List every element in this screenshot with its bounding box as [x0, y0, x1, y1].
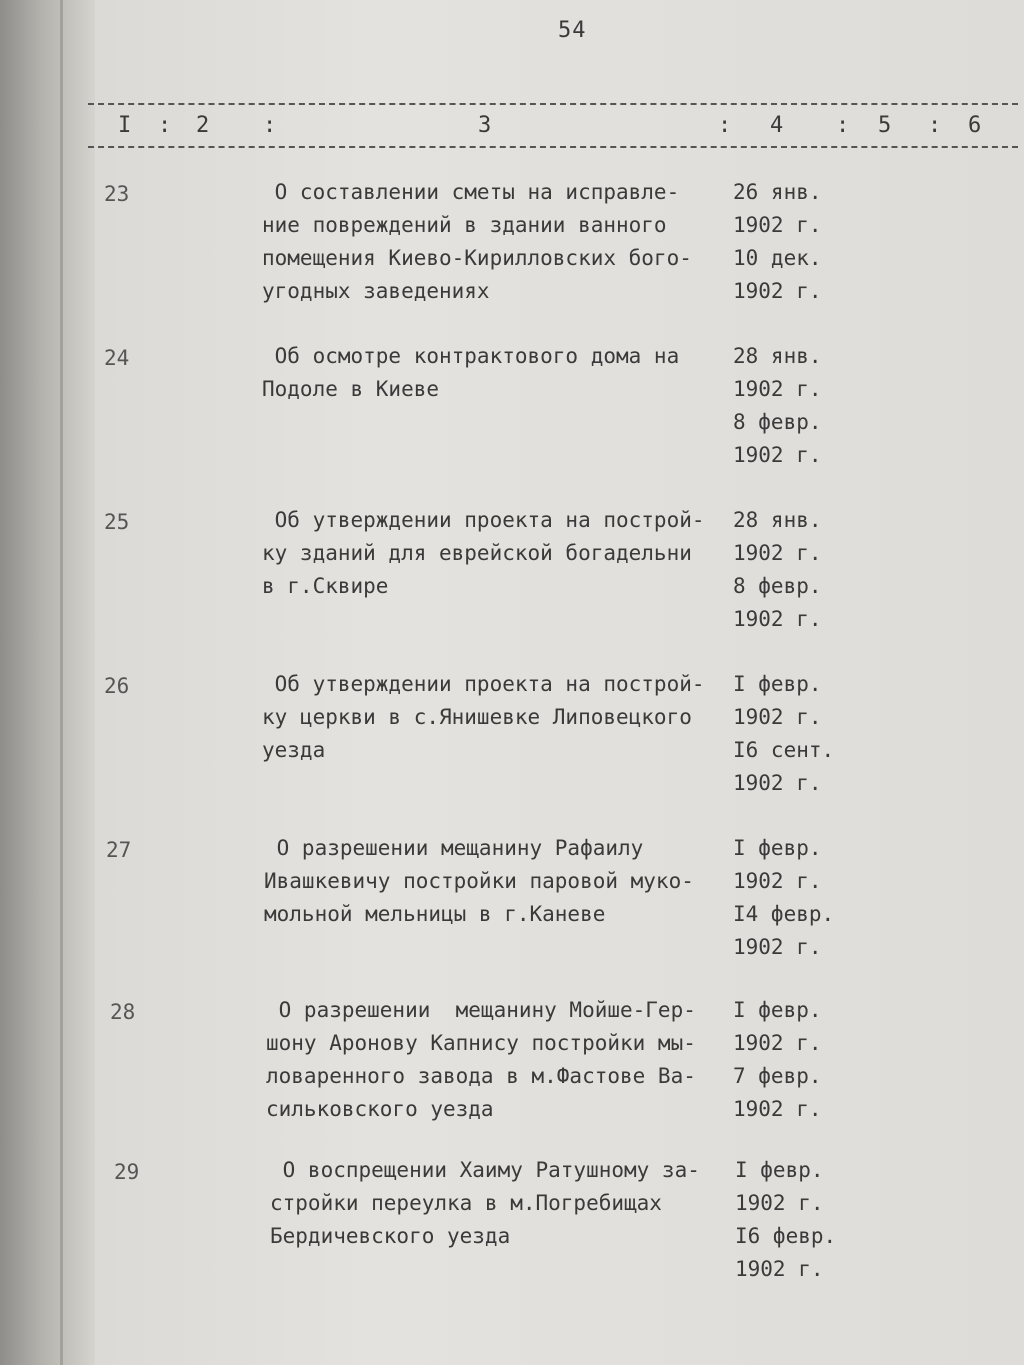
text-line: Ивашкевичу постройки паровой муко-	[264, 869, 694, 893]
text-line: Об осмотре контрактового дома на	[262, 344, 680, 368]
entry-number: 29	[114, 1160, 140, 1184]
text-line: стройки переулка в м.Погребищах	[270, 1191, 662, 1215]
date-line: 7 февр.	[733, 1064, 822, 1088]
entry-dates	[735, 1154, 855, 1286]
entry-number: 25	[104, 510, 130, 534]
entry-description	[262, 340, 732, 406]
date-line: 1902 г.	[733, 771, 822, 795]
col-separator: :	[718, 113, 732, 138]
date-line: 1902 г.	[733, 1031, 822, 1055]
date-line: 1902 г.	[733, 869, 822, 893]
text-line: Об утверждении проекта на построй-	[262, 672, 705, 696]
text-line: ку церкви в с.Янишевке Липовецкого	[262, 705, 692, 729]
entry-dates	[733, 668, 853, 800]
table-column-header	[88, 113, 1018, 143]
text-line: шону Аронову Капнису постройки мы-	[266, 1031, 696, 1055]
date-line: 1902 г.	[735, 1191, 824, 1215]
entry-description	[262, 668, 732, 767]
date-line: 26 янв.	[733, 180, 822, 204]
date-line: 1902 г.	[733, 705, 822, 729]
entry-number: 24	[104, 346, 130, 370]
date-line: 1902 г.	[733, 607, 822, 631]
entry-number: 28	[110, 1000, 136, 1024]
entry-number: 27	[106, 838, 132, 862]
date-line: 8 февр.	[733, 574, 822, 598]
date-line: I февр.	[733, 998, 822, 1022]
entry-description	[270, 1154, 740, 1253]
col-5-label: 5	[878, 113, 892, 138]
date-line: I6 сент.	[733, 738, 835, 762]
entry-dates	[733, 504, 853, 636]
date-line: I февр.	[733, 672, 822, 696]
text-line: сильковского уезда	[266, 1097, 494, 1121]
text-line: Об утверждении проекта на построй-	[262, 508, 705, 532]
text-line: О разрешении мещанину Мойше-Гер-	[266, 998, 696, 1022]
date-line: 1902 г.	[733, 377, 822, 401]
table-header-top-rule	[88, 103, 1018, 105]
entry-description	[262, 504, 732, 603]
text-line: ловаренного завода в м.Фастове Ва-	[266, 1064, 696, 1088]
text-line: уезда	[262, 738, 326, 762]
text-line: в г.Сквире	[262, 574, 389, 598]
entry-description	[264, 832, 734, 931]
entry-number: 23	[104, 182, 130, 206]
entry-dates	[733, 994, 853, 1126]
text-line: Бердичевского уезда	[270, 1224, 511, 1248]
text-line: О составлении сметы на исправле-	[262, 180, 680, 204]
entry-description	[262, 176, 732, 308]
entry-description	[266, 994, 736, 1126]
text-line: ние повреждений в здании ванного	[262, 213, 667, 237]
date-line: 1902 г.	[733, 935, 822, 959]
col-3-label: 3	[478, 113, 492, 138]
date-line: 8 февр.	[733, 410, 822, 434]
date-line: 10 дек.	[733, 246, 822, 270]
binding-shadow	[0, 0, 95, 1365]
entry-dates	[733, 832, 853, 964]
date-line: 1902 г.	[733, 443, 822, 467]
text-line: Подоле в Киеве	[262, 377, 440, 401]
binding-edge	[60, 0, 63, 1365]
col-1-label: I	[118, 113, 132, 138]
col-2-label: 2	[196, 113, 210, 138]
page-number: 54	[558, 18, 587, 43]
text-line: О разрешении мещанину Рафаилу	[264, 836, 644, 860]
text-line: угодных заведениях	[262, 279, 490, 303]
col-6-label: 6	[968, 113, 982, 138]
entry-dates	[733, 340, 853, 472]
date-line: I6 февр.	[735, 1224, 837, 1248]
date-line: 1902 г.	[733, 541, 822, 565]
date-line: 28 янв.	[733, 344, 822, 368]
date-line: I февр.	[733, 836, 822, 860]
col-4-label: 4	[770, 113, 784, 138]
col-separator: :	[928, 113, 942, 138]
date-line: 1902 г.	[735, 1257, 824, 1281]
date-line: I февр.	[735, 1158, 824, 1182]
text-line: помещения Киево-Кирилловских бого-	[262, 246, 692, 270]
date-line: 1902 г.	[733, 213, 822, 237]
entry-dates	[733, 176, 853, 308]
col-separator: :	[836, 113, 850, 138]
date-line: I4 февр.	[733, 902, 835, 926]
col-separator: :	[158, 113, 172, 138]
entry-number: 26	[104, 674, 130, 698]
col-separator: :	[263, 113, 277, 138]
date-line: 1902 г.	[733, 1097, 822, 1121]
date-line: 1902 г.	[733, 279, 822, 303]
text-line: О воспрещении Хаиму Ратушному за-	[270, 1158, 700, 1182]
date-line: 28 янв.	[733, 508, 822, 532]
table-header-bottom-rule	[88, 146, 1018, 148]
text-line: мольной мельницы в г.Каневе	[264, 902, 606, 926]
text-line: ку зданий для еврейской богадельни	[262, 541, 692, 565]
